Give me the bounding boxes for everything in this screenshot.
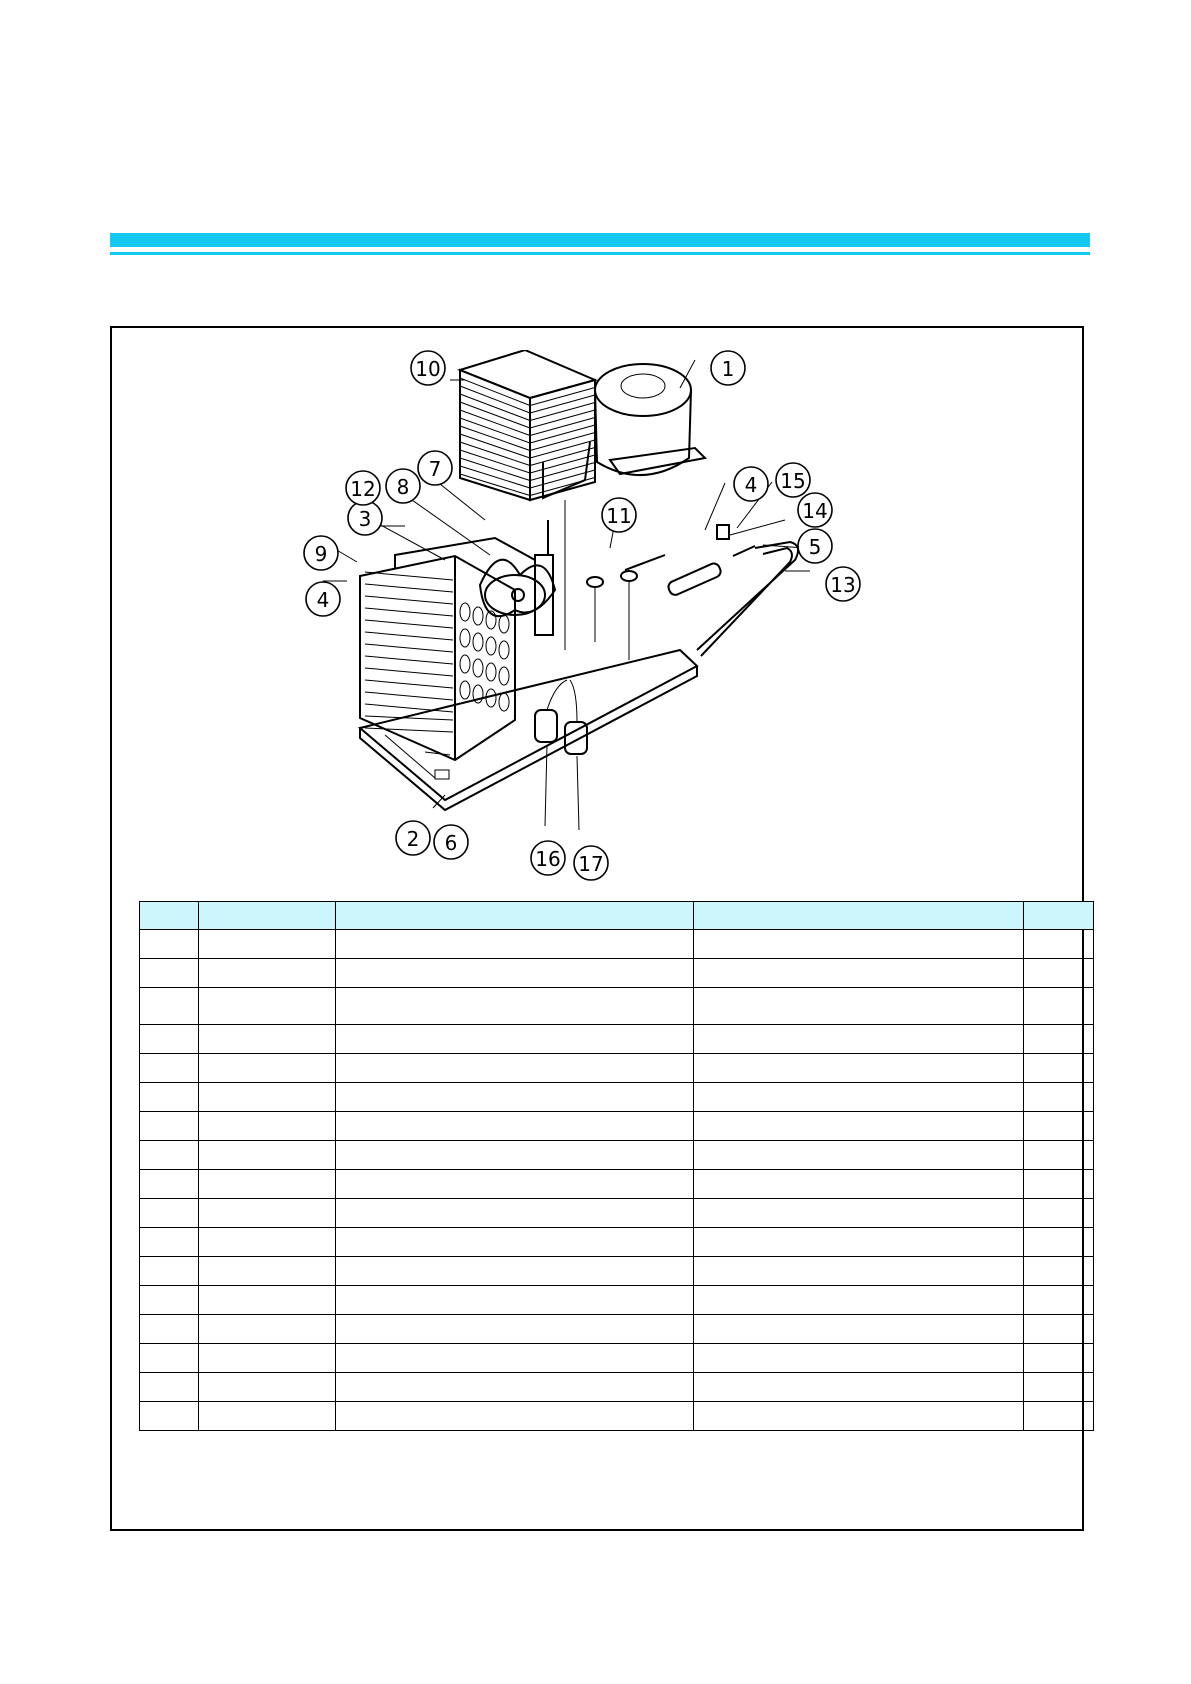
table-cell [140, 1199, 199, 1228]
filter-drier [667, 525, 755, 597]
table-cell [1024, 1286, 1094, 1315]
table-row [140, 1257, 1094, 1286]
table-cell [1024, 1228, 1094, 1257]
table-cell [140, 1286, 199, 1315]
table-row [140, 1402, 1094, 1431]
column-header [140, 902, 199, 930]
table-row [140, 1199, 1094, 1228]
table-cell [694, 1228, 1024, 1257]
header-accent-band [110, 233, 1090, 247]
table-row [140, 1083, 1094, 1112]
table-cell [336, 1025, 694, 1054]
table-cell [140, 1141, 199, 1170]
table-cell [199, 1228, 336, 1257]
parts-list-table [139, 901, 1094, 1431]
table-cell [336, 930, 694, 959]
table-row [140, 959, 1094, 988]
table-cell [199, 1170, 336, 1199]
fan-guard [460, 350, 595, 500]
table-cell [336, 1344, 694, 1373]
table-cell [140, 1257, 199, 1286]
grommets [587, 571, 637, 660]
svg-text:13: 13 [830, 573, 856, 597]
table-cell [694, 1315, 1024, 1344]
table-row [140, 930, 1094, 959]
table-cell [1024, 988, 1094, 1025]
table-cell [694, 1373, 1024, 1402]
table-row [140, 1228, 1094, 1257]
table-cell [694, 1344, 1024, 1373]
table-cell [694, 1112, 1024, 1141]
svg-text:1: 1 [721, 357, 735, 381]
table-cell [199, 1373, 336, 1402]
column-header [336, 902, 694, 930]
svg-text:4: 4 [744, 473, 758, 497]
table-cell [1024, 959, 1094, 988]
condenser [360, 538, 535, 760]
svg-text:2: 2 [406, 827, 420, 851]
table-cell [199, 1054, 336, 1083]
svg-text:7: 7 [428, 457, 442, 481]
callout-8 [386, 469, 420, 503]
table-cell [1024, 1083, 1094, 1112]
table-cell [199, 959, 336, 988]
table-cell [694, 1170, 1024, 1199]
column-header [199, 902, 336, 930]
table-cell [140, 1228, 199, 1257]
svg-text:5: 5 [808, 535, 822, 559]
table-cell [694, 1286, 1024, 1315]
table-cell [336, 1286, 694, 1315]
svg-text:4: 4 [316, 588, 330, 612]
table-cell [694, 1402, 1024, 1431]
table-row [140, 988, 1094, 1025]
table-row [140, 1141, 1094, 1170]
callout-7 [418, 451, 452, 485]
callout-10 [411, 351, 445, 385]
fan-blade [480, 560, 555, 616]
table-cell [694, 988, 1024, 1025]
table-cell [199, 1315, 336, 1344]
table-cell [199, 930, 336, 959]
callout-15 [776, 463, 810, 497]
table-cell [140, 988, 199, 1025]
callout-12 [346, 471, 380, 505]
table-cell [140, 1025, 199, 1054]
header-accent-rule [110, 252, 1090, 255]
table-cell [336, 1257, 694, 1286]
table-cell [1024, 1141, 1094, 1170]
callout-1 [711, 351, 745, 385]
table-cell [140, 1315, 199, 1344]
table-row [140, 1344, 1094, 1373]
table-cell [1024, 1025, 1094, 1054]
table-cell [336, 1373, 694, 1402]
capacitors [535, 680, 587, 754]
table-cell [140, 1402, 199, 1431]
table-cell [336, 1054, 694, 1083]
table-cell [1024, 930, 1094, 959]
table-cell [199, 1199, 336, 1228]
table-cell [199, 1344, 336, 1373]
svg-text:12: 12 [350, 477, 376, 501]
table-cell [336, 1228, 694, 1257]
svg-text:9: 9 [314, 542, 328, 566]
table-cell [694, 1083, 1024, 1112]
callout-14 [798, 493, 832, 527]
table-cell [199, 1083, 336, 1112]
table-row [140, 1286, 1094, 1315]
table-cell [1024, 1402, 1094, 1431]
table-cell [336, 1199, 694, 1228]
svg-text:14: 14 [802, 499, 828, 523]
table-cell [199, 1112, 336, 1141]
table-cell [140, 930, 199, 959]
table-cell [694, 1141, 1024, 1170]
table-cell [694, 1199, 1024, 1228]
table-cell [336, 1083, 694, 1112]
column-header [1024, 902, 1094, 930]
table-cell [1024, 1054, 1094, 1083]
table-cell [1024, 1315, 1094, 1344]
table-cell [140, 1373, 199, 1402]
table-cell [336, 988, 694, 1025]
callout-13 [826, 567, 860, 601]
column-header [694, 902, 1024, 930]
table-row [140, 1315, 1094, 1344]
table-row [140, 1054, 1094, 1083]
table-row [140, 1112, 1094, 1141]
callout-9 [304, 536, 338, 570]
table-cell [140, 1170, 199, 1199]
table-cell [1024, 1199, 1094, 1228]
table-row [140, 1170, 1094, 1199]
table-cell [199, 988, 336, 1025]
table-cell [1024, 1344, 1094, 1373]
svg-text:8: 8 [396, 475, 410, 499]
table-cell [1024, 1170, 1094, 1199]
table-cell [199, 1141, 336, 1170]
table-cell [694, 1054, 1024, 1083]
table-cell [336, 1112, 694, 1141]
svg-text:6: 6 [444, 831, 458, 855]
table-cell [140, 1344, 199, 1373]
callout-labels [304, 351, 860, 880]
svg-text:16: 16 [535, 847, 561, 871]
table-cell [140, 959, 199, 988]
table-cell [1024, 1112, 1094, 1141]
table-cell [199, 1257, 336, 1286]
callout-6 [434, 825, 468, 859]
table-header-row [140, 902, 1094, 930]
svg-text:10: 10 [415, 357, 441, 381]
table-cell [336, 1170, 694, 1199]
callout-2 [396, 821, 430, 855]
table-cell [336, 1402, 694, 1431]
svg-text:15: 15 [780, 469, 806, 493]
table-cell [140, 1083, 199, 1112]
table-cell [336, 959, 694, 988]
callout-3 [348, 501, 382, 535]
exploded-parts-diagram [285, 350, 925, 900]
table-cell [694, 959, 1024, 988]
callout-17 [574, 846, 608, 880]
table-cell [694, 1257, 1024, 1286]
callout-16 [531, 841, 565, 875]
table-cell [140, 1054, 199, 1083]
table-cell [336, 1141, 694, 1170]
table-cell [199, 1286, 336, 1315]
table-cell [336, 1315, 694, 1344]
table-cell [199, 1025, 336, 1054]
compressor [595, 364, 705, 475]
table-cell [1024, 1257, 1094, 1286]
svg-text:17: 17 [578, 852, 604, 876]
svg-text:11: 11 [606, 504, 632, 528]
table-cell [199, 1402, 336, 1431]
table-cell [694, 1025, 1024, 1054]
callout-5 [798, 529, 832, 563]
callout-11 [602, 498, 636, 532]
svg-text:3: 3 [358, 507, 372, 531]
table-cell [140, 1112, 199, 1141]
table-row [140, 1025, 1094, 1054]
table-cell [694, 930, 1024, 959]
callout-4 [306, 582, 340, 616]
table-cell [1024, 1373, 1094, 1402]
callout-4 [734, 467, 768, 501]
table-row [140, 1373, 1094, 1402]
